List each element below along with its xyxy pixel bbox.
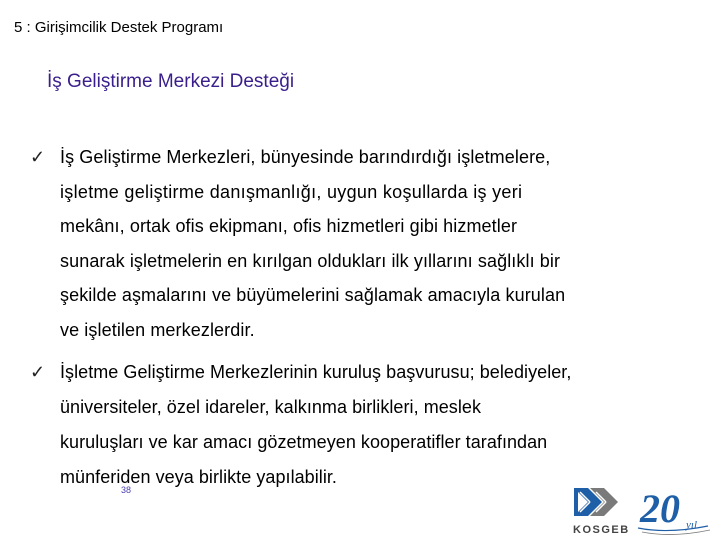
bullet-text [60,355,700,495]
kosgeb-logo [568,482,714,538]
bullet-line: İş Geliştirme Merkezleri, bünyesinde barındırdığı işletmelere, [60,147,551,167]
section-title: İş Geliştirme Merkezi Desteği [47,71,295,92]
checkmark-icon: ✓ [30,361,46,382]
header-title: 5 : Girişimcilik Destek Programı [14,19,224,36]
bullet-line: İşletme Geliştirme Merkezlerinin kuruluş başvurusu; belediyeler, [60,361,572,382]
bullet-line: işletme geliştirme danışmanlığı, uygun koşullarda iş yeri [60,181,523,202]
logo-brand: KOSGEB [573,524,630,536]
bullet-item [30,140,700,348]
page-number: 38 [121,485,132,495]
bullet-list [30,140,700,495]
kosgeb-emblem-icon [574,488,618,516]
bullet-line: şekilde aşmalarını ve büyümelerini sağlamak amacıyla kurulan [60,285,566,306]
bullet-line: münferiden veya birlikte yapılabilir. [60,466,337,487]
bullet-text [60,140,700,348]
logo-anniversary: 20 [640,486,680,531]
bullet-line: sunarak işletmelerin en kırılgan oldukları ilk yıllarını sağlıklı bir [60,250,561,271]
bullet-line: ve işletilen merkezlerdir. [60,319,255,340]
bullet-line: üniversiteler, özel idareler, kalkınma birlikleri, meslek [60,396,482,417]
bullet-line: mekânı, ortak ofis ekipmanı, ofis hizmetleri gibi hizmetler [60,216,518,237]
logo-suffix: yıl [686,519,697,531]
bullet-item [30,355,700,495]
bullet-line: kuruluşları ve kar amacı gözetmeyen kooperatifler tarafından [60,431,548,452]
checkmark-icon: ✓ [30,147,46,167]
